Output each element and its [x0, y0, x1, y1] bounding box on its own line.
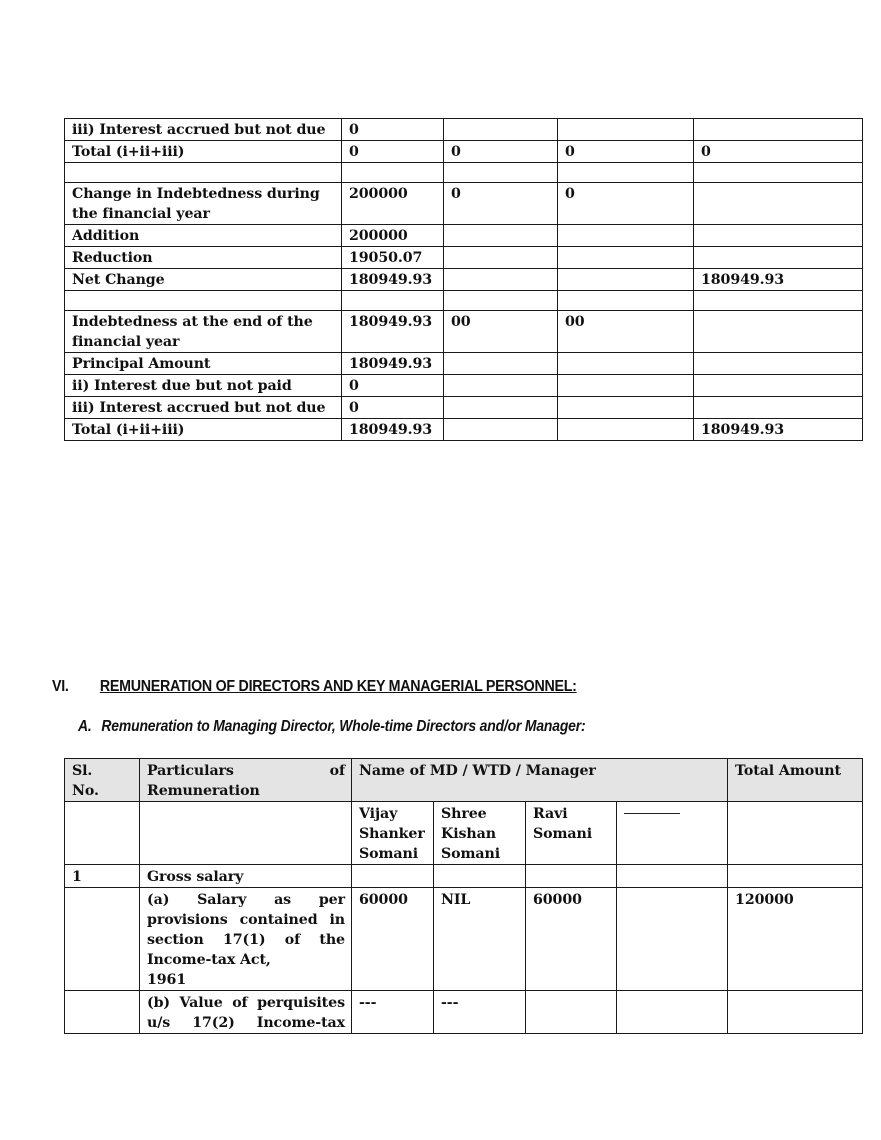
subsection-heading — [78, 718, 585, 736]
row-value-col1: 180949.93 — [342, 311, 444, 353]
row-label — [65, 291, 342, 311]
spacer-row — [65, 291, 863, 311]
perquisites-blank — [617, 991, 728, 1034]
row-value-col1: 200000 — [342, 183, 444, 225]
table-row — [65, 375, 863, 397]
empty-cell — [65, 991, 140, 1034]
row-value-col3 — [558, 247, 694, 269]
table-row — [65, 141, 863, 163]
table-row — [65, 225, 863, 247]
perquisites-17-2-row — [65, 991, 863, 1034]
row-value-col4 — [694, 225, 863, 247]
header-sl-no: Sl. No. — [65, 759, 140, 802]
row-value-col4 — [694, 311, 863, 353]
empty-cell — [434, 865, 526, 888]
row-value-col3 — [558, 419, 694, 441]
perquisites-shree: --- — [434, 991, 526, 1034]
row-value-col2 — [444, 163, 558, 183]
names-row — [65, 802, 863, 865]
row-label: Addition — [65, 225, 342, 247]
row-value-col2 — [444, 225, 558, 247]
row-value-col4 — [694, 247, 863, 269]
row-value-col3 — [558, 225, 694, 247]
row-value-col1 — [342, 291, 444, 311]
row-label — [65, 163, 342, 183]
header-names-group: Name of MD / WTD / Manager — [352, 759, 728, 802]
salary-vijay: 60000 — [352, 888, 434, 991]
row-value-col3 — [558, 269, 694, 291]
perquisites-total — [728, 991, 863, 1034]
row-value-col1: 0 — [342, 119, 444, 141]
row-value-col4 — [694, 119, 863, 141]
row-value-col1: 0 — [342, 375, 444, 397]
row-label: ii) Interest due but not paid — [65, 375, 342, 397]
row-value-col2: 00 — [444, 311, 558, 353]
row-value-col2 — [444, 269, 558, 291]
row-value-col1: 19050.07 — [342, 247, 444, 269]
indebtedness-table — [64, 118, 863, 441]
subsection-letter: A. — [78, 718, 92, 735]
table-row — [65, 119, 863, 141]
name-blank-placeholder — [617, 802, 728, 865]
row-value-col1: 200000 — [342, 225, 444, 247]
row-label: Indebtedness at the end of the financial year — [65, 311, 342, 353]
perquisites-ravi — [526, 991, 617, 1034]
row-value-col1 — [342, 163, 444, 183]
row-value-col4: 180949.93 — [694, 269, 863, 291]
header-particulars: Particulars of Remuneration — [140, 759, 352, 802]
empty-cell — [526, 865, 617, 888]
row-value-col3 — [558, 397, 694, 419]
empty-cell — [728, 865, 863, 888]
name-ravi-somani: Ravi Somani — [526, 802, 617, 865]
row-label: Change in Indebtedness during the financial year — [65, 183, 342, 225]
row-value-col1: 180949.93 — [342, 419, 444, 441]
salary-total: 120000 — [728, 888, 863, 991]
table-row — [65, 183, 863, 225]
remuneration-table — [64, 758, 863, 1034]
row-value-col4 — [694, 163, 863, 183]
table-row — [65, 353, 863, 375]
row-value-col4 — [694, 375, 863, 397]
row-value-col3: 0 — [558, 183, 694, 225]
row-value-col2 — [444, 397, 558, 419]
spacer-row — [65, 163, 863, 183]
names-row-sl — [65, 802, 140, 865]
row-label: Net Change — [65, 269, 342, 291]
header-row — [65, 759, 863, 802]
row-value-col2: 0 — [444, 141, 558, 163]
gross-salary-label: Gross salary — [140, 865, 352, 888]
row-value-col2 — [444, 375, 558, 397]
header-total-amount: Total Amount — [728, 759, 863, 802]
row-value-col3: 0 — [558, 141, 694, 163]
gross-salary-row — [65, 865, 863, 888]
row-value-col4 — [694, 353, 863, 375]
table-row — [65, 311, 863, 353]
row-label: Reduction — [65, 247, 342, 269]
empty-cell — [617, 865, 728, 888]
subsection-title: Remuneration to Managing Director, Whole-time Directors and/or Manager: — [101, 718, 586, 735]
table-row — [65, 247, 863, 269]
row-value-col4 — [694, 397, 863, 419]
section-title: REMUNERATION OF DIRECTORS AND KEY MANAGERIAL PERSONNEL: — [99, 678, 577, 695]
row-label: iii) Interest accrued but not due — [65, 119, 342, 141]
row-value-col3 — [558, 353, 694, 375]
name-vijay-shanker-somani: Vijay Shanker Somani — [352, 802, 434, 865]
row-value-col4: 180949.93 — [694, 419, 863, 441]
row-label: Principal Amount — [65, 353, 342, 375]
perquisites-vijay: --- — [352, 991, 434, 1034]
row-value-col2 — [444, 419, 558, 441]
salary-blank — [617, 888, 728, 991]
row-value-col1: 180949.93 — [342, 353, 444, 375]
gross-salary-sl: 1 — [65, 865, 140, 888]
salary-ravi: 60000 — [526, 888, 617, 991]
section-heading — [52, 678, 577, 696]
row-value-col2 — [444, 247, 558, 269]
row-value-col2 — [444, 119, 558, 141]
row-value-col4: 0 — [694, 141, 863, 163]
row-value-col3 — [558, 291, 694, 311]
empty-cell — [65, 888, 140, 991]
row-value-col2 — [444, 353, 558, 375]
perquisites-label: (b) Value of perquisites u/s 17(2) Income-tax — [140, 991, 352, 1034]
names-row-particulars — [140, 802, 352, 865]
salary-17-1-label: (a) Salary as per provisions contained in section 17(1) of the Income-tax Act, 1961 — [140, 888, 352, 991]
row-label: iii) Interest accrued but not due — [65, 397, 342, 419]
row-value-col2 — [444, 291, 558, 311]
name-shree-kishan-somani: Shree Kishan Somani — [434, 802, 526, 865]
blank-line — [624, 804, 680, 814]
empty-cell — [352, 865, 434, 888]
table-row — [65, 419, 863, 441]
table-row — [65, 397, 863, 419]
row-value-col4 — [694, 291, 863, 311]
salary-shree: NIL — [434, 888, 526, 991]
section-number: VI. — [52, 678, 69, 695]
salary-17-1-row — [65, 888, 863, 991]
row-value-col4 — [694, 183, 863, 225]
row-label: Total (i+ii+iii) — [65, 141, 342, 163]
row-value-col2: 0 — [444, 183, 558, 225]
row-value-col3 — [558, 163, 694, 183]
row-value-col1: 0 — [342, 141, 444, 163]
row-value-col1: 0 — [342, 397, 444, 419]
row-value-col3 — [558, 119, 694, 141]
table-row — [65, 269, 863, 291]
names-row-total — [728, 802, 863, 865]
row-value-col3: 00 — [558, 311, 694, 353]
row-label: Total (i+ii+iii) — [65, 419, 342, 441]
row-value-col3 — [558, 375, 694, 397]
row-value-col1: 180949.93 — [342, 269, 444, 291]
